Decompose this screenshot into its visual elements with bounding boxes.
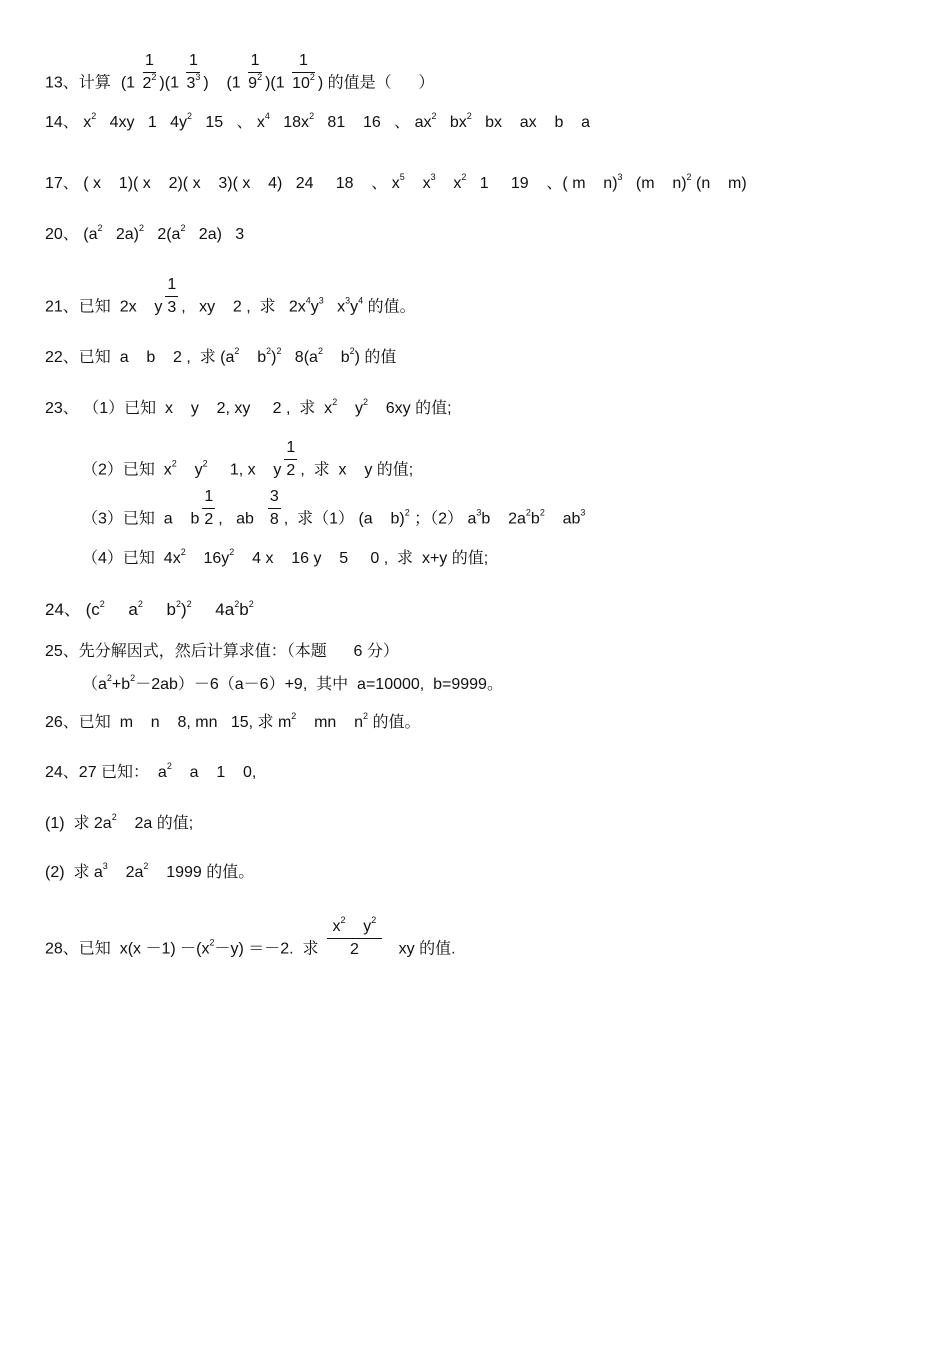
p23-l3-fraction-1 [202, 488, 215, 528]
p20-exp: 2 [180, 223, 186, 233]
p17-text: (n m) [691, 175, 747, 192]
p23-l3-f1-numerator: 1 [202, 488, 215, 509]
p23-text: 4 x 16 y 5 0 , 求 x+y 的值; [234, 550, 489, 567]
p20-text: 2(a [143, 226, 181, 243]
problem-26 [45, 711, 421, 731]
p23-l2-fraction [284, 439, 297, 479]
p27-exp: 2 [143, 861, 149, 871]
p13-fraction-4 [292, 52, 315, 92]
problem-22 [45, 346, 397, 366]
p13-f2-den-exp: 3 [195, 71, 201, 82]
p17-text: x [404, 175, 431, 192]
p13-f3-den-exp: 2 [257, 71, 263, 82]
p14-text: bx [436, 114, 467, 131]
p23-l3-f1-denominator: 2 [204, 510, 214, 528]
problem-13 [45, 52, 434, 92]
p25-exp: 2 [106, 673, 112, 683]
p21-text: y [310, 298, 319, 316]
p13-fraction-3 [248, 52, 262, 92]
p13-text: )(1 [159, 74, 179, 92]
p23-exp: 2 [525, 507, 531, 518]
p22-exp: 2 [266, 346, 272, 356]
p26-text: 26、已知 m n 8, mn 15, 求 m [45, 714, 292, 731]
p23-text: , 求 x y 的值; [300, 461, 414, 479]
p14-exp: 2 [466, 111, 472, 121]
p27-text: 1999 的值。 [148, 864, 255, 881]
p27-exp: 2 [166, 761, 172, 771]
p17-exp: 3 [430, 172, 436, 182]
p14-text: 18x [269, 114, 310, 131]
p13-f4-den-exp: 2 [309, 71, 315, 82]
p13-f3-den-base: 9 [248, 74, 258, 92]
p23-exp: 2 [171, 458, 177, 469]
p21-denominator: 3 [167, 298, 177, 316]
problem-27-part-1 [45, 812, 194, 832]
p23-text: 6xy 的值; [368, 400, 452, 417]
p28-fraction [327, 915, 383, 958]
p21-exp: 3 [318, 295, 324, 306]
p21-text: 的值。 [363, 298, 416, 316]
p21-text: , xy 2 , 求 2x [181, 298, 306, 316]
p27-text: 2a [107, 864, 144, 881]
p23-exp: 3 [580, 507, 586, 518]
p27-text: 2a 的值; [116, 815, 194, 832]
p28-exp: 2 [209, 937, 215, 948]
p20-exp: 2 [97, 223, 103, 233]
p24-text: b [142, 600, 176, 619]
p13-fraction-2 [186, 52, 200, 92]
p17-exp: 2 [461, 172, 467, 182]
p25-text: +b [111, 676, 131, 693]
p23-text: b 2a [481, 510, 526, 528]
p26-text: 的值。 [368, 714, 421, 731]
p27-text: (2) 求 a [45, 864, 103, 881]
p21-fraction [165, 276, 178, 316]
p13-fraction-1 [143, 52, 157, 92]
p13-f4-denominator [292, 73, 315, 93]
p22-text: ) 的值 [354, 349, 397, 366]
p21-text: 21、已知 2x y [45, 298, 163, 316]
problem-23-part-1 [45, 397, 452, 417]
p23-l2-numerator: 1 [284, 439, 297, 460]
p28-denominator: 2 [349, 940, 359, 958]
p28-text: 28、已知 x(x －1) －(x [45, 940, 210, 958]
p21-exp: 4 [358, 295, 364, 306]
p23-l3-f2-denominator: 8 [269, 510, 279, 528]
p22-text: 22、已知 a b 2 , 求 (a [45, 349, 235, 366]
p13-text: )(1 [265, 74, 285, 92]
problem-27-part-2 [45, 861, 255, 881]
p25-exp: 2 [130, 673, 136, 683]
p23-text: y [337, 400, 363, 417]
p14-text: 14、 x [45, 114, 92, 131]
p24-text: 24、 (c [45, 600, 100, 619]
p25-text: 25、先分解因式，然后计算求值：（本题 6 分） [45, 643, 399, 660]
p22-text: ) [271, 349, 277, 366]
p23-exp: 2 [332, 397, 338, 407]
p14-exp: 2 [91, 111, 97, 121]
p13-f2-denominator [186, 73, 200, 93]
p22-exp: 2 [234, 346, 240, 356]
p24-text: ) [181, 600, 187, 619]
p23-exp: 2 [539, 507, 545, 518]
p26-text: mn n [296, 714, 363, 731]
p13-text: ) 的值是（ ） [317, 74, 435, 92]
p24-exp: 2 [99, 599, 105, 609]
p13-f4-numerator: 1 [292, 52, 315, 73]
p24-text: 4a [191, 600, 235, 619]
p14-text: bx ax b a [471, 114, 591, 131]
p23-exp: 2 [362, 397, 368, 407]
p23-exp: 2 [202, 458, 208, 469]
p13-f3-denominator [248, 73, 262, 93]
p22-exp: 2 [276, 346, 282, 356]
problem-25-expression [82, 673, 503, 693]
p17-text: (m n) [622, 175, 687, 192]
p23-text: , ab [218, 510, 254, 528]
problem-25-heading [45, 644, 399, 660]
p28-text: －y) ＝－2. 求 [214, 940, 319, 958]
p23-exp: 2 [180, 547, 186, 557]
p17-exp: 2 [686, 172, 692, 182]
problem-17 [45, 172, 747, 192]
p23-exp: 3 [476, 507, 482, 518]
p23-text: 1, x y [207, 461, 282, 479]
p14-text: 15 、 x [191, 114, 265, 131]
p13-f1-den-exp: 2 [151, 71, 157, 82]
problem-24 [45, 601, 254, 618]
p23-text: y [176, 461, 203, 479]
p20-text: 20、 (a [45, 226, 98, 243]
p13-f2-den-base: 3 [186, 74, 196, 92]
p13-f1-den-base: 2 [142, 74, 152, 92]
p23-l2-denominator: 2 [286, 461, 296, 479]
p28-text: xy 的值. [385, 940, 456, 958]
p20-text: 2a) 3 [185, 226, 245, 243]
problem-27 [45, 761, 257, 781]
p26-exp: 2 [291, 711, 297, 721]
p24-exp: 2 [234, 599, 240, 609]
p13-f1-numerator: 1 [143, 52, 157, 73]
p27-text: a 1 0, [171, 764, 257, 781]
p14-exp: 2 [186, 111, 192, 121]
p25-text: （a [82, 676, 107, 693]
p23-exp: 2 [229, 547, 235, 557]
p23-l3-f2-numerator: 3 [268, 488, 281, 509]
p27-exp: 2 [111, 812, 117, 822]
p21-exp: 3 [345, 295, 351, 306]
p27-text: (1) 求 2a [45, 815, 112, 832]
p17-exp: 5 [399, 172, 405, 182]
p25-text: －2ab）－6（a－6）+9, 其中 a=10000, b=9999。 [135, 676, 503, 693]
p21-text: y [350, 298, 359, 316]
p17-exp: 3 [617, 172, 623, 182]
p21-exp: 4 [305, 295, 311, 306]
p23-text: （2）已知 x [82, 461, 172, 479]
p26-exp: 2 [363, 711, 369, 721]
p27-text: 24、27 已知： a [45, 764, 167, 781]
p23-text: ；（2） a [409, 510, 477, 528]
p24-exp: 2 [186, 599, 192, 609]
p17-text: 1 19 、( m n) [466, 175, 618, 192]
p27-exp: 3 [102, 861, 108, 871]
p13-f4-den-base: 10 [292, 74, 310, 92]
problem-23-part-4 [82, 547, 489, 567]
p24-exp: 2 [248, 599, 254, 609]
p21-text: x [323, 298, 346, 316]
p23-l3-fraction-2 [268, 488, 281, 528]
problem-28 [45, 915, 456, 958]
problem-21 [45, 276, 416, 316]
p28-num-exp: 2 [340, 915, 346, 925]
problem-14 [45, 111, 591, 131]
p28-num-exp: 2 [371, 915, 377, 925]
p13-f2-numerator: 1 [186, 52, 200, 73]
p20-exp: 2 [138, 223, 144, 233]
p23-text: 23、 （1）已知 x y 2, xy 2 , 求 x [45, 400, 333, 417]
p23-text: b [530, 510, 540, 528]
problem-23-part-3 [82, 488, 585, 528]
p23-text: , 求（1） (a b) [283, 510, 405, 528]
problem-23-part-2 [82, 439, 413, 479]
p24-text: a [104, 600, 138, 619]
p21-numerator: 1 [165, 276, 178, 297]
p14-text: 4xy 1 4y [96, 114, 187, 131]
p28-num-text: y [345, 918, 372, 935]
p23-text: （4）已知 4x [82, 550, 181, 567]
p17-text: 17、 ( x 1)( x 2)( x 3)( x 4) 24 18 、 x [45, 175, 400, 192]
p13-text: ) (1 [203, 74, 241, 92]
problem-13-label: 13、计算 [45, 74, 111, 92]
p24-exp: 2 [137, 599, 143, 609]
p14-exp: 2 [309, 111, 315, 121]
p22-text: 8(a [281, 349, 318, 366]
p17-text: x [435, 175, 462, 192]
p22-text: b [322, 349, 350, 366]
p14-exp: 4 [264, 111, 270, 121]
p24-text: b [239, 600, 249, 619]
p23-text: ab [544, 510, 581, 528]
p22-text: b [239, 349, 267, 366]
p13-text: (1 [120, 74, 136, 92]
p13-f1-denominator [143, 73, 157, 93]
p23-text: （3）已知 a b [82, 510, 200, 528]
p22-exp: 2 [317, 346, 323, 356]
p20-text: 2a) [102, 226, 139, 243]
p24-exp: 2 [175, 599, 181, 609]
p22-exp: 2 [349, 346, 355, 356]
p14-text: 81 16 、 ax [314, 114, 432, 131]
p28-num-text: x [332, 918, 341, 935]
p28-numerator [327, 915, 383, 939]
p23-exp: 2 [404, 507, 410, 518]
p23-text: 16y [185, 550, 230, 567]
problem-20 [45, 223, 245, 243]
p14-exp: 2 [431, 111, 437, 121]
p13-f3-numerator: 1 [248, 52, 262, 73]
